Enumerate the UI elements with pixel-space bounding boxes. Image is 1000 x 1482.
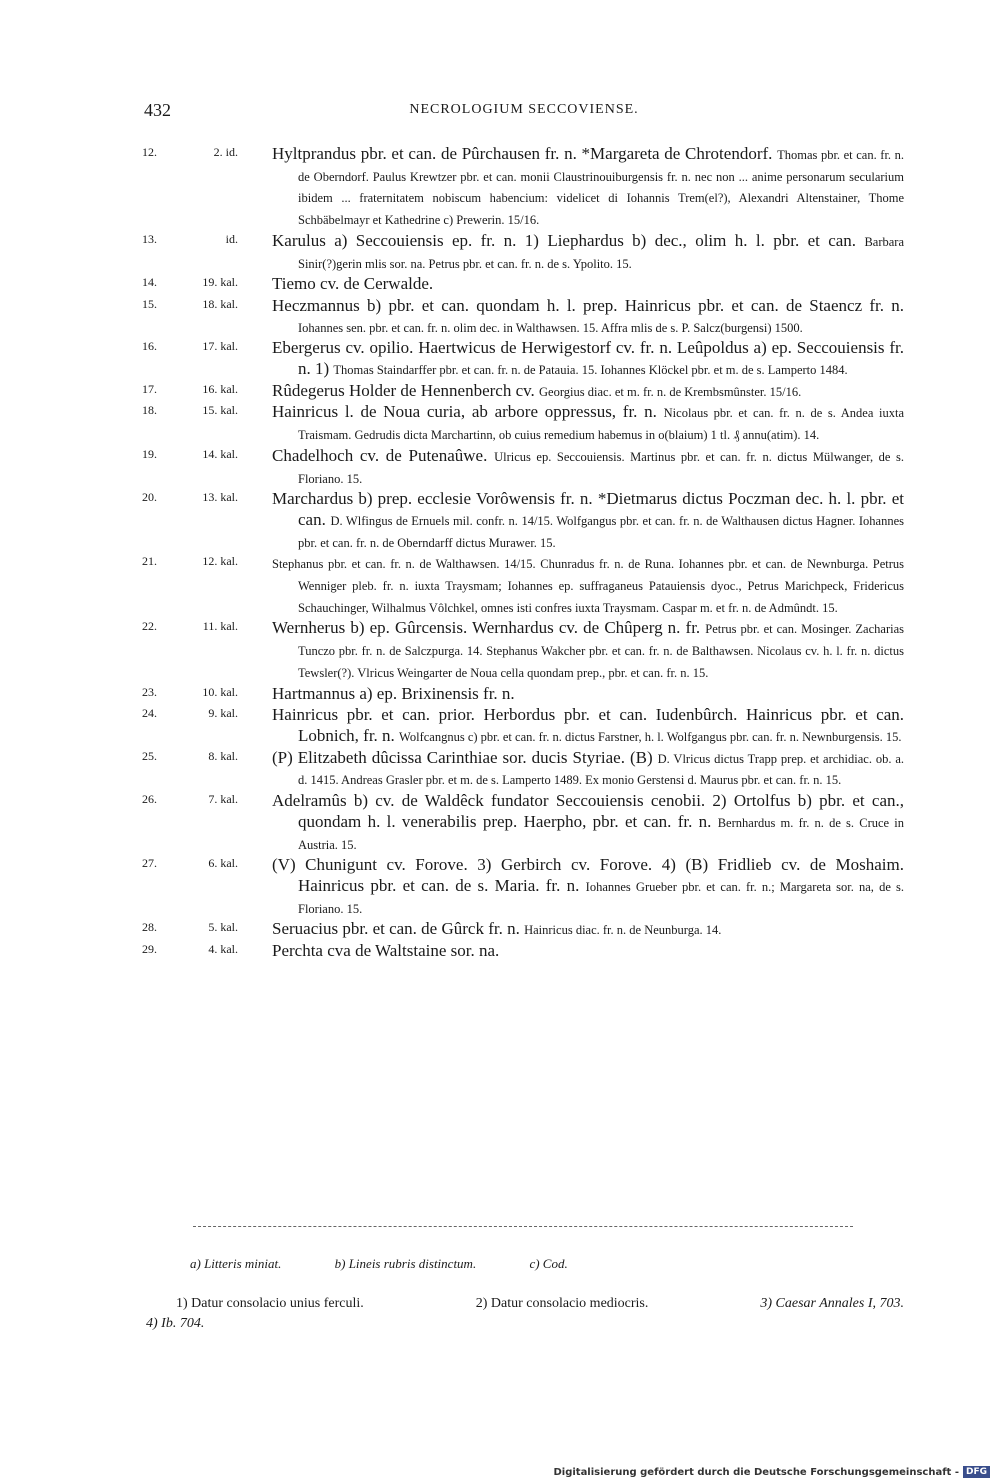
entry-main-text: Rûdegerus Holder de Hennenberch cv. bbox=[272, 380, 535, 400]
entry-number: 28. bbox=[142, 920, 157, 935]
entry-text bbox=[272, 338, 904, 380]
entry-number: 27. bbox=[142, 856, 157, 871]
entry-text bbox=[272, 274, 904, 296]
entry-later-addition: Wolfcangnus c) pbr. et can. fr. n. dictus Farstner, h. l. Wolfgangus pbr. can. fr. n. Newnburgensis. 15. bbox=[399, 729, 902, 744]
entry-later-addition: D. Vlricus dictus Trapp prep. et archidiac. ob. a. d. 1415. Andreas Grasler pbr. et m. de s. Lamperto 1489. Ex monio Gerstensi d. Maurus pbr. et can. fr. n. 15. bbox=[298, 751, 905, 788]
entry-main-text: Hyltprandus pbr. et can. de Pûrchausen fr. n. *Margareta de Chrotendorf. bbox=[272, 144, 773, 163]
necrology-entry bbox=[142, 553, 904, 618]
entry-text bbox=[272, 791, 904, 855]
entry-text bbox=[272, 748, 904, 791]
footnote: 3) Caesar Annales I, 703. bbox=[760, 1296, 904, 1311]
entry-date: id. bbox=[225, 231, 238, 246]
necrology-entry bbox=[142, 748, 904, 791]
entry-date: 14. kal. bbox=[202, 446, 238, 461]
entry-number: 14. bbox=[142, 275, 157, 290]
entry-number: 25. bbox=[142, 748, 157, 763]
entry-date: 9. kal. bbox=[208, 706, 238, 721]
running-header bbox=[144, 100, 904, 124]
entry-later-addition: Ulricus ep. Seccouiensis. Martinus pbr. et can. fr. n. dictus Mülwanger, de s. Floriano. 15. bbox=[298, 449, 905, 486]
necrology-entry bbox=[142, 402, 904, 445]
entry-number: 21. bbox=[142, 554, 157, 569]
apparatus-note: b) Lineis rubris distinctum. bbox=[334, 1256, 477, 1271]
necrology-entry bbox=[142, 338, 904, 380]
entry-text bbox=[272, 231, 904, 274]
necrology-entry bbox=[142, 231, 904, 274]
entry-later-addition: Iohannes sen. pbr. et can. fr. n. olim dec. in Walthawsen. 15. Affra mlis de s. P. Salcz(burgensi) 1500. bbox=[298, 320, 803, 335]
entry-text bbox=[272, 684, 904, 706]
entry-later-addition: Petrus pbr. et can. Mosinger. Zacharias Tunczo pbr. fr. n. de Salczpurga. 14. Stephanus Wakcher pbr. et can. fr. n. de Balthawsen. Nicolaus cv. h. l. fr. n. dictus Tewsler(?). Vlricus Weingarter de Noua cella quondam prep., pbr. et can. fr. n. 15. bbox=[298, 622, 904, 680]
entry-main-text: Ebergerus cv. opilio. Haertwicus de Herwigestorf cv. fr. n. Leûpoldus a) ep. Seccouiensis fr. n. 1) bbox=[272, 338, 904, 379]
entry-later-addition: Thomas pbr. et can. fr. n. de Oberndorf. Paulus Krewtzer pbr. et can. monii Claustrinouiburgensis fr. n. nec non ... anime personarum secularium ibidem ... fraternitatem nobiscum habencium: videlicet di Iohannis Trem(el?), Alexandri Altenstainer, Thome Schbäbelmayr et Kathedrine c) Prewerin. 15/16. bbox=[298, 148, 905, 228]
entry-text bbox=[272, 144, 904, 231]
entry-number: 23. bbox=[142, 684, 157, 699]
digitization-text: Digitalisierung gefördert durch die Deutsche Forschungsgemeinschaft - bbox=[553, 1466, 959, 1478]
entry-number: 16. bbox=[142, 339, 157, 354]
separator-rule bbox=[193, 1226, 853, 1227]
necrology-entry bbox=[142, 941, 904, 963]
entry-later-addition: Barbara Sinir(?)gerin mlis sor. na. Petrus pbr. et can. fr. n. de s. Ypolito. 15. bbox=[298, 234, 905, 271]
necrology-entry bbox=[142, 489, 904, 553]
entry-main-text: Hainricus pbr. et can. prior. Herbordus pbr. et can. Iudenbûrch. Hainricus pbr. et can. Lobnich, fr. n. bbox=[272, 705, 904, 745]
entry-number: 13. bbox=[142, 231, 157, 246]
entry-number: 24. bbox=[142, 706, 157, 721]
entry-number: 26. bbox=[142, 792, 157, 807]
footnote: 2) Datur consolacio mediocris. bbox=[475, 1296, 649, 1311]
entry-date: 11. kal. bbox=[202, 619, 238, 634]
entry-date: 16. kal. bbox=[202, 381, 238, 396]
entry-date: 8. kal. bbox=[208, 748, 238, 763]
entry-later-addition: Thomas Staindarffer pbr. et can. fr. n. de Patauia. 15. Iohannes Klöckel pbr. et m. de s. Lamperto 1484. bbox=[333, 363, 848, 378]
entry-later-addition: Bernhardus m. fr. n. de s. Cruce in Austria. 15. bbox=[298, 815, 904, 852]
entry-date: 6. kal. bbox=[208, 856, 238, 871]
entry-date: 4. kal. bbox=[208, 942, 238, 957]
entry-date: 15. kal. bbox=[202, 403, 238, 418]
entry-main-text: Hartmannus a) ep. Brixinensis fr. n. bbox=[272, 683, 515, 703]
entry-text bbox=[272, 705, 904, 747]
apparatus-note: c) Cod. bbox=[529, 1256, 568, 1271]
running-title: NECROLOGIUM SECCOVIENSE. bbox=[409, 102, 639, 117]
necrology-entry bbox=[142, 618, 904, 683]
entry-main-text: Marchardus b) prep. ecclesie Vorôwensis fr. n. *Dietmarus dictus Poczman dec. h. l. pbr. et can. bbox=[272, 489, 904, 529]
entry-text bbox=[272, 855, 904, 919]
necrology-entry bbox=[142, 296, 904, 338]
necrology-entry bbox=[142, 381, 904, 403]
entry-later-addition: Iohannes Grueber pbr. et can. fr. n.; Margareta sor. na, de s. Floriano. 15. bbox=[298, 879, 904, 916]
footnotes bbox=[146, 1294, 904, 1334]
entry-main-text: Wernherus b) ep. Gûrcensis. Wernhardus cv. de Chûperg n. fr. bbox=[272, 618, 701, 638]
entry-date: 2. id. bbox=[213, 145, 238, 159]
necrology-entry bbox=[142, 144, 904, 231]
entry-main-text: (P) Elitzabeth dûcissa Carinthiae sor. ducis Styriae. (B) bbox=[272, 747, 653, 767]
entry-main-text: Chadelhoch cv. de Putenaûwe. bbox=[272, 445, 488, 465]
entry-number: 17. bbox=[142, 381, 157, 396]
entry-number: 29. bbox=[142, 942, 157, 957]
entry-later-addition: D. Wlfingus de Ernuels mil. confr. n. 14/15. Wolfgangus pbr. et can. fr. n. de Walthausen dictus Hagner. Iohannes pbr. et can. fr. n. de Oberndarff dictus Murawer. 15. bbox=[298, 513, 904, 550]
entry-date: 7. kal. bbox=[208, 792, 238, 807]
entry-text bbox=[272, 446, 904, 489]
page-number: 432 bbox=[144, 100, 171, 120]
apparatus-notes bbox=[190, 1256, 910, 1272]
entry-text bbox=[272, 618, 904, 683]
entry-number: 15. bbox=[142, 296, 157, 311]
entry-later-addition: Nicolaus pbr. et can. fr. n. de s. Andea iuxta Traismam. Gedrudis dicta Marchartinn, ob cuius remedium habemus in o(blaium) 1 tl. ₰ annu(atim). 14. bbox=[298, 406, 904, 443]
necrology-entry bbox=[142, 855, 904, 919]
entry-number: 22. bbox=[142, 619, 157, 634]
entry-text bbox=[272, 489, 904, 553]
entry-main-text: Heczmannus b) pbr. et can. quondam h. l. prep. Hainricus pbr. et can. de Staencz fr. n. bbox=[272, 295, 904, 315]
entry-date: 19. kal. bbox=[202, 275, 238, 290]
entry-number: 20. bbox=[142, 490, 157, 505]
entry-text bbox=[272, 941, 904, 963]
footnote: 4) Ib. 704. bbox=[146, 1316, 205, 1331]
entry-text bbox=[272, 296, 904, 338]
entry-number: 12. bbox=[142, 145, 157, 159]
entry-date: 10. kal. bbox=[202, 684, 238, 699]
entry-later-addition: Stephanus pbr. et can. fr. n. de Walthawsen. 14/15. Chunradus fr. n. de Runa. Iohannes pbr. et can. de Newnburga. Petrus Wenniger pleb. fr. n. iuxta Traysmam; Iohannes ep. suffraganeus Patauiensis dyoc., Petrus Marichpeck, Fridericus Schauchinger, Wilhalmus Vôlchkel, omnes isti confres iuxta Traysmam. Caspar m. et fr. n. de Admûndt. 15. bbox=[272, 557, 904, 615]
necrology-entry bbox=[142, 791, 904, 855]
entry-number: 18. bbox=[142, 403, 157, 418]
necrology-entry bbox=[142, 919, 904, 941]
digitization-banner bbox=[553, 1466, 990, 1478]
necrology-entry bbox=[142, 705, 904, 747]
entry-main-text: Perchta cva de Waltstaine sor. na. bbox=[272, 941, 500, 961]
entry-main-text: Adelramûs b) cv. de Waldêck fundator Seccouiensis cenobii. 2) Ortolfus b) pbr. et can., quondam h. l. venerabilis prep. Haerpho, pbr. et can. fr. n. bbox=[272, 791, 904, 831]
entry-date: 18. kal. bbox=[202, 296, 238, 311]
entry-text bbox=[272, 919, 904, 941]
entry-text bbox=[272, 381, 904, 403]
entry-main-text: Tiemo cv. de Cerwalde. bbox=[272, 274, 434, 294]
entry-date: 12. kal. bbox=[202, 554, 238, 569]
dfg-logo-icon: DFG bbox=[963, 1466, 990, 1478]
entry-main-text: Hainricus l. de Noua curia, ab arbore oppressus, fr. n. bbox=[272, 402, 657, 422]
entry-date: 13. kal. bbox=[202, 490, 238, 505]
entry-date: 5. kal. bbox=[208, 920, 238, 935]
necrology-entry bbox=[142, 274, 904, 296]
entry-number: 19. bbox=[142, 446, 157, 461]
entry-text bbox=[272, 553, 904, 618]
entry-main-text: Karulus a) Seccouiensis ep. fr. n. 1) Liephardus b) dec., olim h. l. pbr. et can. bbox=[272, 230, 857, 250]
entry-date: 17. kal. bbox=[202, 339, 238, 354]
necrology-entry bbox=[142, 684, 904, 706]
necrology-entry bbox=[142, 446, 904, 489]
entry-main-text: Seruacius pbr. et can. de Gûrck fr. n. bbox=[272, 919, 520, 939]
entry-main-text: (V) Chunigunt cv. Forove. 3) Gerbirch cv. Forove. 4) (B) Fridlieb cv. de Moshaim. Hainricus pbr. et can. de s. Maria. fr. n. bbox=[272, 855, 904, 895]
entry-later-addition: Hainricus diac. fr. n. de Neunburga. 14. bbox=[524, 923, 722, 938]
footnote: 1) Datur consolacio unius ferculi. bbox=[176, 1296, 364, 1311]
apparatus-note: a) Litteris miniat. bbox=[190, 1256, 282, 1271]
necrology-entries bbox=[142, 144, 904, 963]
entry-later-addition: Georgius diac. et m. fr. n. de Krembsmûnster. 15/16. bbox=[539, 384, 802, 399]
entry-text bbox=[272, 402, 904, 445]
